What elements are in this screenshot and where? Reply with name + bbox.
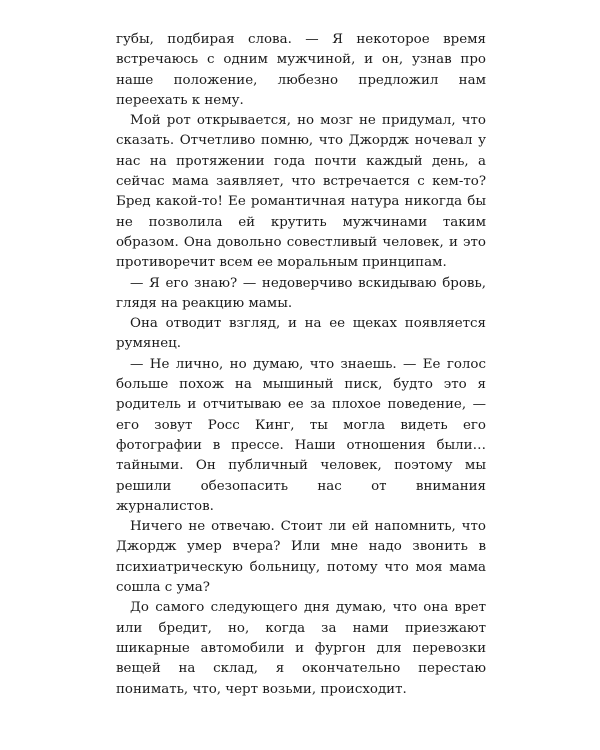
paragraph: Она отводит взгляд, и на ее щеках появляется румянец. (116, 316, 486, 352)
paragraph-dialogue: — Не лично, но думаю, что знаешь. — Ее голос больше похож на мышиный писк, будто это я родитель и отчитываю ее за плохое поведение, — его зовут Росс Кинг, ты могла видеть его фотографии в прессе. Наши отношения были… тайными. Он публичный человек, поэтому мы решили обезопасить нас от внимания журналистов. (116, 356, 486, 514)
paragraph-continuation: губы, подбирая слова. — Я некоторое время встречаюсь с одним мужчиной, и он, узнав про наше положение, любезно предложил нам переехать к нему. (116, 32, 486, 108)
paragraph-dialogue: — Я его знаю? — недоверчиво вскидываю бровь, глядя на реакцию мамы. (116, 275, 486, 311)
paragraph: До самого следующего дня думаю, что она врет или бредит, но, когда за нами приезжают шикарные автомобили и фургон для перевозки вещей на склад, я окончательно перестаю понимать, что, черт возьми, происходит. (116, 600, 486, 697)
paragraph: Ничего не отвечаю. Стоит ли ей напомнить, что Джордж умер вчера? Или мне надо звонить в психиатрическую больницу, потому что моя мама сошла с ума? (116, 519, 486, 596)
paragraph: Мой рот открывается, но мозг не придумал, что сказать. Отчетливо помню, что Джордж ночевал у нас на протяжении года почти каждый день, а сейчас мама заявляет, что встречается с кем-то? Бред какой-то! Ее романтичная натура никогда бы не позволила ей крутить мужчинами таким образом. Она довольно совестливый человек, и это противоречит всем ее моральным принципам. (116, 113, 486, 271)
page-text (116, 30, 486, 700)
